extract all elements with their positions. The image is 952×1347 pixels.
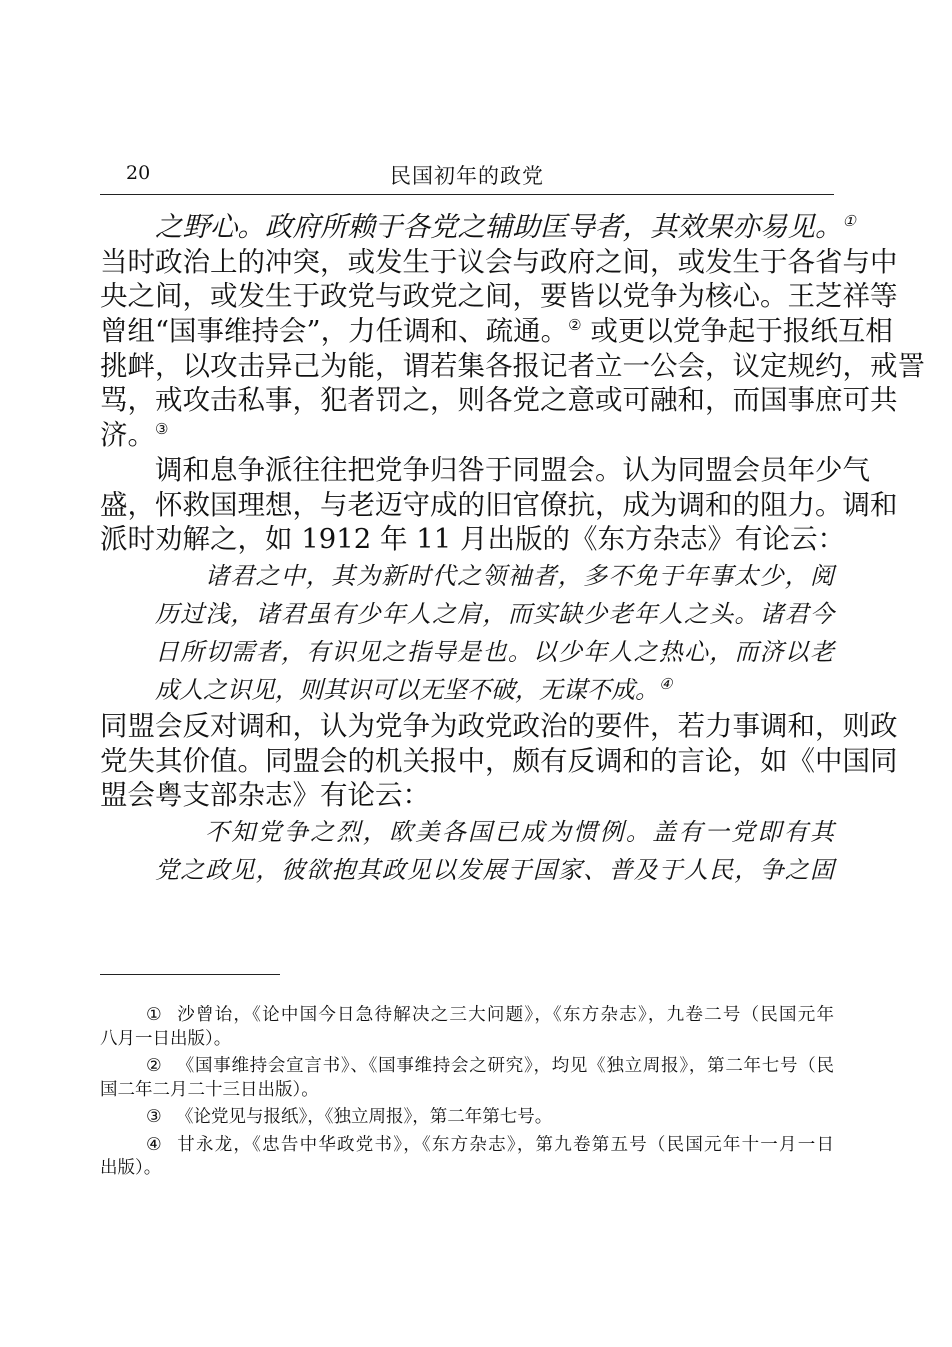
footnote-ref: ④ bbox=[659, 674, 673, 693]
text-line: 调和息争派往往把党争归咎于同盟会。认为同盟会员年少气 bbox=[155, 453, 870, 486]
footnote-divider bbox=[100, 974, 280, 975]
text-line: 盛，怀救国理想，与老迈守成的旧官僚抗，成为调和的阻力。调和 bbox=[100, 488, 898, 521]
running-title: 民国初年的政党 bbox=[390, 164, 544, 188]
page-number: 20 bbox=[126, 162, 151, 184]
text-line: 盟会粤支部杂志》有论云： bbox=[100, 779, 430, 812]
footnote-3: ③ 《论党见与报纸》，《独立周报》，第二年第七号。 bbox=[100, 1106, 834, 1130]
footnotes bbox=[100, 1004, 834, 1185]
text-line: 党失其价值。同盟会的机关报中，颇有反调和的言论，如《中国同 bbox=[100, 744, 898, 777]
footnote-1: ① 沙曾诒，《论中国今日急待解决之三大问题》，《东方杂志》，九卷二号（民国元年 bbox=[100, 1004, 834, 1028]
footnote-1-cont: 八月一日出版）。 bbox=[100, 1028, 232, 1049]
footnote-4: ④ 甘永龙，《忠告中华政党书》，《东方杂志》，第九卷第五号（民国元年十一月一日 bbox=[100, 1134, 834, 1158]
text-line: 央之间，或发生于政党与政党之间，要皆以党争为核心。王芝祥等 bbox=[100, 280, 898, 313]
text-line: 之野心。政府所赖于各党之辅助匡导者，其效果亦易见。① bbox=[155, 211, 856, 243]
footnote-ref: ③ bbox=[155, 419, 169, 438]
footnote-mark: ③ bbox=[146, 1107, 162, 1127]
block-quote-line: 成人之识见，则其识可以无坚不破，无谋不成。④ bbox=[155, 674, 673, 704]
running-header bbox=[100, 158, 834, 195]
footnote-ref: ② bbox=[568, 315, 582, 334]
text-line: 曾组“国事维持会”，力任调和、疏通。② 或更以党争起于报纸互相 bbox=[100, 315, 893, 348]
text-line: 派时劝解之，如 1912 年 11 月出版的《东方杂志》有论云： bbox=[100, 523, 845, 556]
block-quote-line: 日所切需者，有识见之指导是也。以少年人之热心，而济以老 bbox=[155, 637, 834, 666]
text-line: 同盟会反对调和，认为党争为政党政治的要件，若力事调和，则政 bbox=[100, 709, 898, 742]
footnote-2: ② 《国事维持会宣言书》、《国事维持会之研究》，均见《独立周报》，第二年七号（民 bbox=[100, 1055, 834, 1079]
text-line: 挑衅，以攻击异己为能，谓若集各报记者立一公会，议定规约，戒詈 bbox=[100, 349, 925, 382]
text-line: 济。③ bbox=[100, 419, 169, 452]
main-text bbox=[100, 210, 925, 889]
block-quote-line: 诸君之中，其为新时代之领袖者，多不免于年事太少，阅 bbox=[205, 561, 834, 590]
footnote-mark: ② bbox=[146, 1056, 162, 1076]
footnote-4-cont: 出版）。 bbox=[100, 1158, 162, 1178]
footnote-ref: ① bbox=[842, 211, 856, 230]
block-quote-line: 党之政见，彼欲抱其政见以发展于国家、普及于人民，争之固 bbox=[155, 855, 834, 884]
block-quote-line: 不知党争之烈，欧美各国已成为惯例。盖有一党即有其 bbox=[205, 817, 834, 846]
footnote-2-cont: 国二年二月二十三日出版）。 bbox=[100, 1079, 319, 1100]
footnote-mark: ④ bbox=[146, 1134, 162, 1155]
block-quote-line: 历过浅，诸君虽有少年人之肩，而实缺少老年人之头。诸君今 bbox=[155, 599, 834, 628]
footnote-mark: ① bbox=[146, 1005, 162, 1025]
text-line: 骂，戒攻击私事，犯者罚之，则各党之意或可融和，而国事庶可共 bbox=[100, 384, 898, 417]
text-line: 当时政治上的冲突，或发生于议会与政府之间，或发生于各省与中 bbox=[100, 245, 898, 278]
